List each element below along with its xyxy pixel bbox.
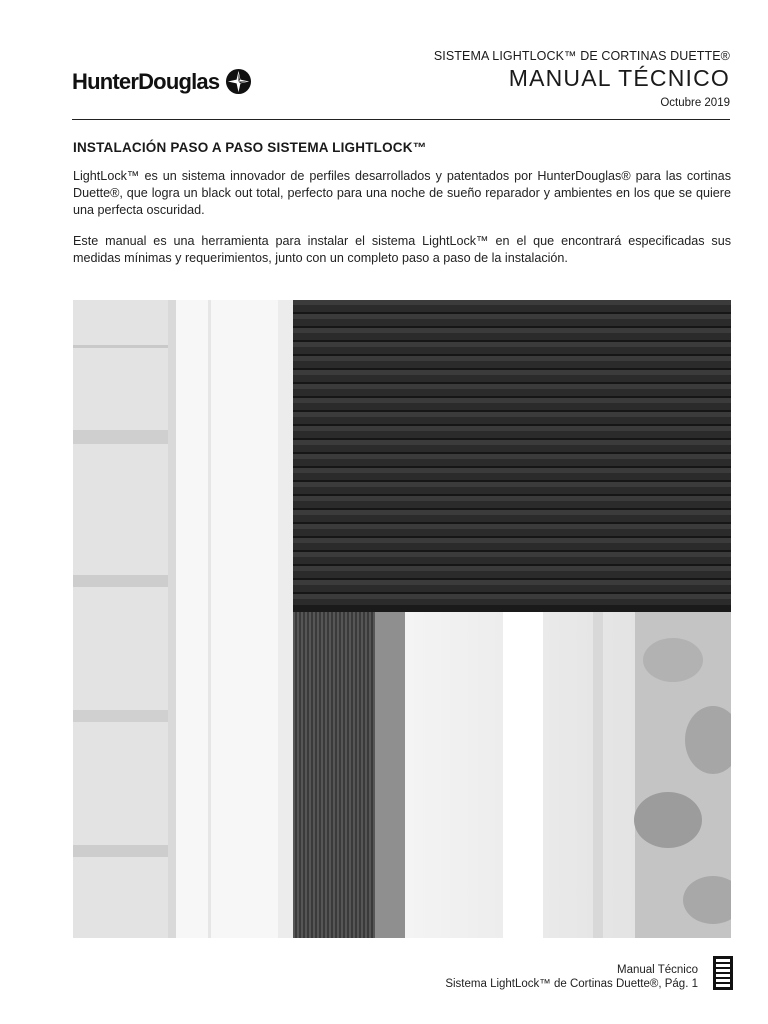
hunterdouglas-cross-logo-icon [225, 68, 252, 95]
document-subtitle: SISTEMA LIGHTLOCK™ DE CORTINAS DUETTE® [433, 49, 730, 63]
section-title: INSTALACIÓN PASO A PASO SISTEMA LIGHTLOCK™ [73, 140, 427, 155]
brand-logo [72, 68, 252, 95]
footer-line-1: Manual Técnico [617, 964, 698, 976]
window-shade-photo [73, 300, 731, 938]
page-footer [445, 963, 698, 991]
intro-paragraph: LightLock™ es un sistema innovador de perfiles desarrollados y patentados por HunterDouglas® para las cortinas Duette®, que logra un black out total, perfecto para una noche de sueño reparador y ambientes en los que se quiere una perfecta oscuridad. [73, 169, 731, 217]
cellular-shade-mark-icon [713, 956, 733, 990]
document-title: MANUAL TÉCNICO [508, 65, 730, 91]
footer-line-2: Sistema LightLock™ de Cortinas Duette®, Pág. 1 [445, 978, 698, 990]
manual-purpose-paragraph: Este manual es una herramienta para instalar el sistema LightLock™ en el que encontrará especificadas sus medidas mínimas y requerimientos, junto con un completo paso a paso de la instalación. [73, 234, 731, 265]
header-divider [72, 119, 730, 120]
brand-name: HunterDouglas [72, 68, 220, 94]
document-date: Octubre 2019 [660, 97, 730, 109]
